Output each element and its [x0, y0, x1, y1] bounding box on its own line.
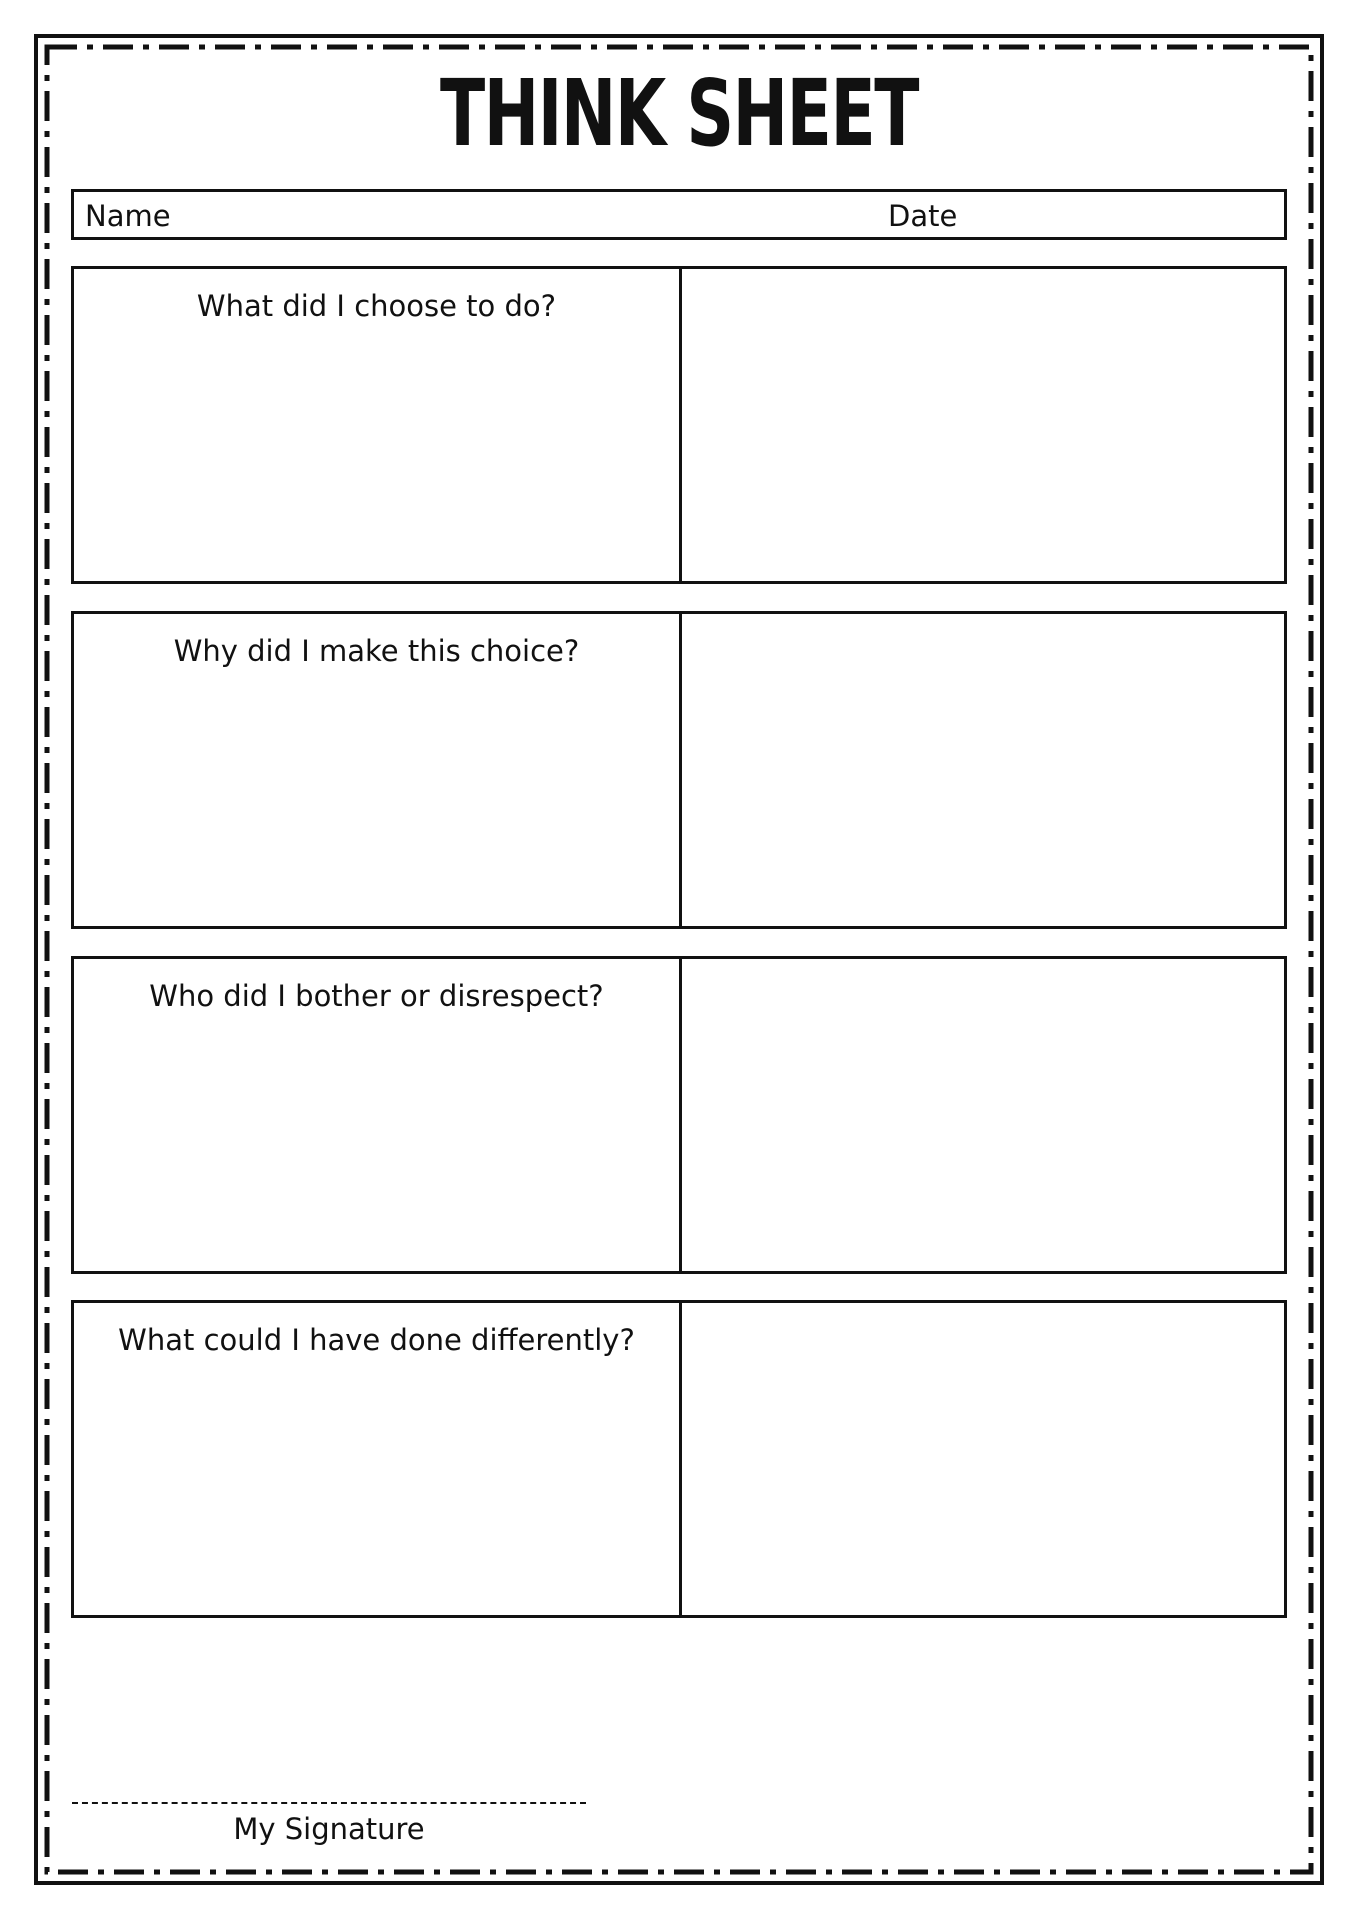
signature-label: My Signature — [233, 1812, 425, 1846]
name-label: Name — [85, 199, 171, 233]
answer-area-3[interactable] — [682, 959, 1284, 1271]
answer-area-4[interactable] — [682, 1303, 1284, 1615]
question-box-3 — [71, 956, 1287, 1274]
page-title: THINK SHEET — [439, 60, 919, 167]
question-box-4 — [71, 1300, 1287, 1618]
question-box-1 — [71, 266, 1287, 584]
question-prompt-1: What did I choose to do? — [196, 289, 557, 323]
name-date-row — [71, 189, 1287, 240]
question-prompt-4: What could I have done differently? — [118, 1323, 635, 1357]
answer-area-2[interactable] — [682, 614, 1284, 926]
date-label: Date — [888, 199, 958, 233]
answer-area-1[interactable] — [682, 269, 1284, 581]
signature-line[interactable] — [72, 1802, 586, 1804]
question-prompt-2: Why did I make this choice? — [173, 634, 580, 668]
question-prompt-3: Who did I bother or disrespect? — [149, 979, 604, 1013]
question-box-2 — [71, 611, 1287, 929]
